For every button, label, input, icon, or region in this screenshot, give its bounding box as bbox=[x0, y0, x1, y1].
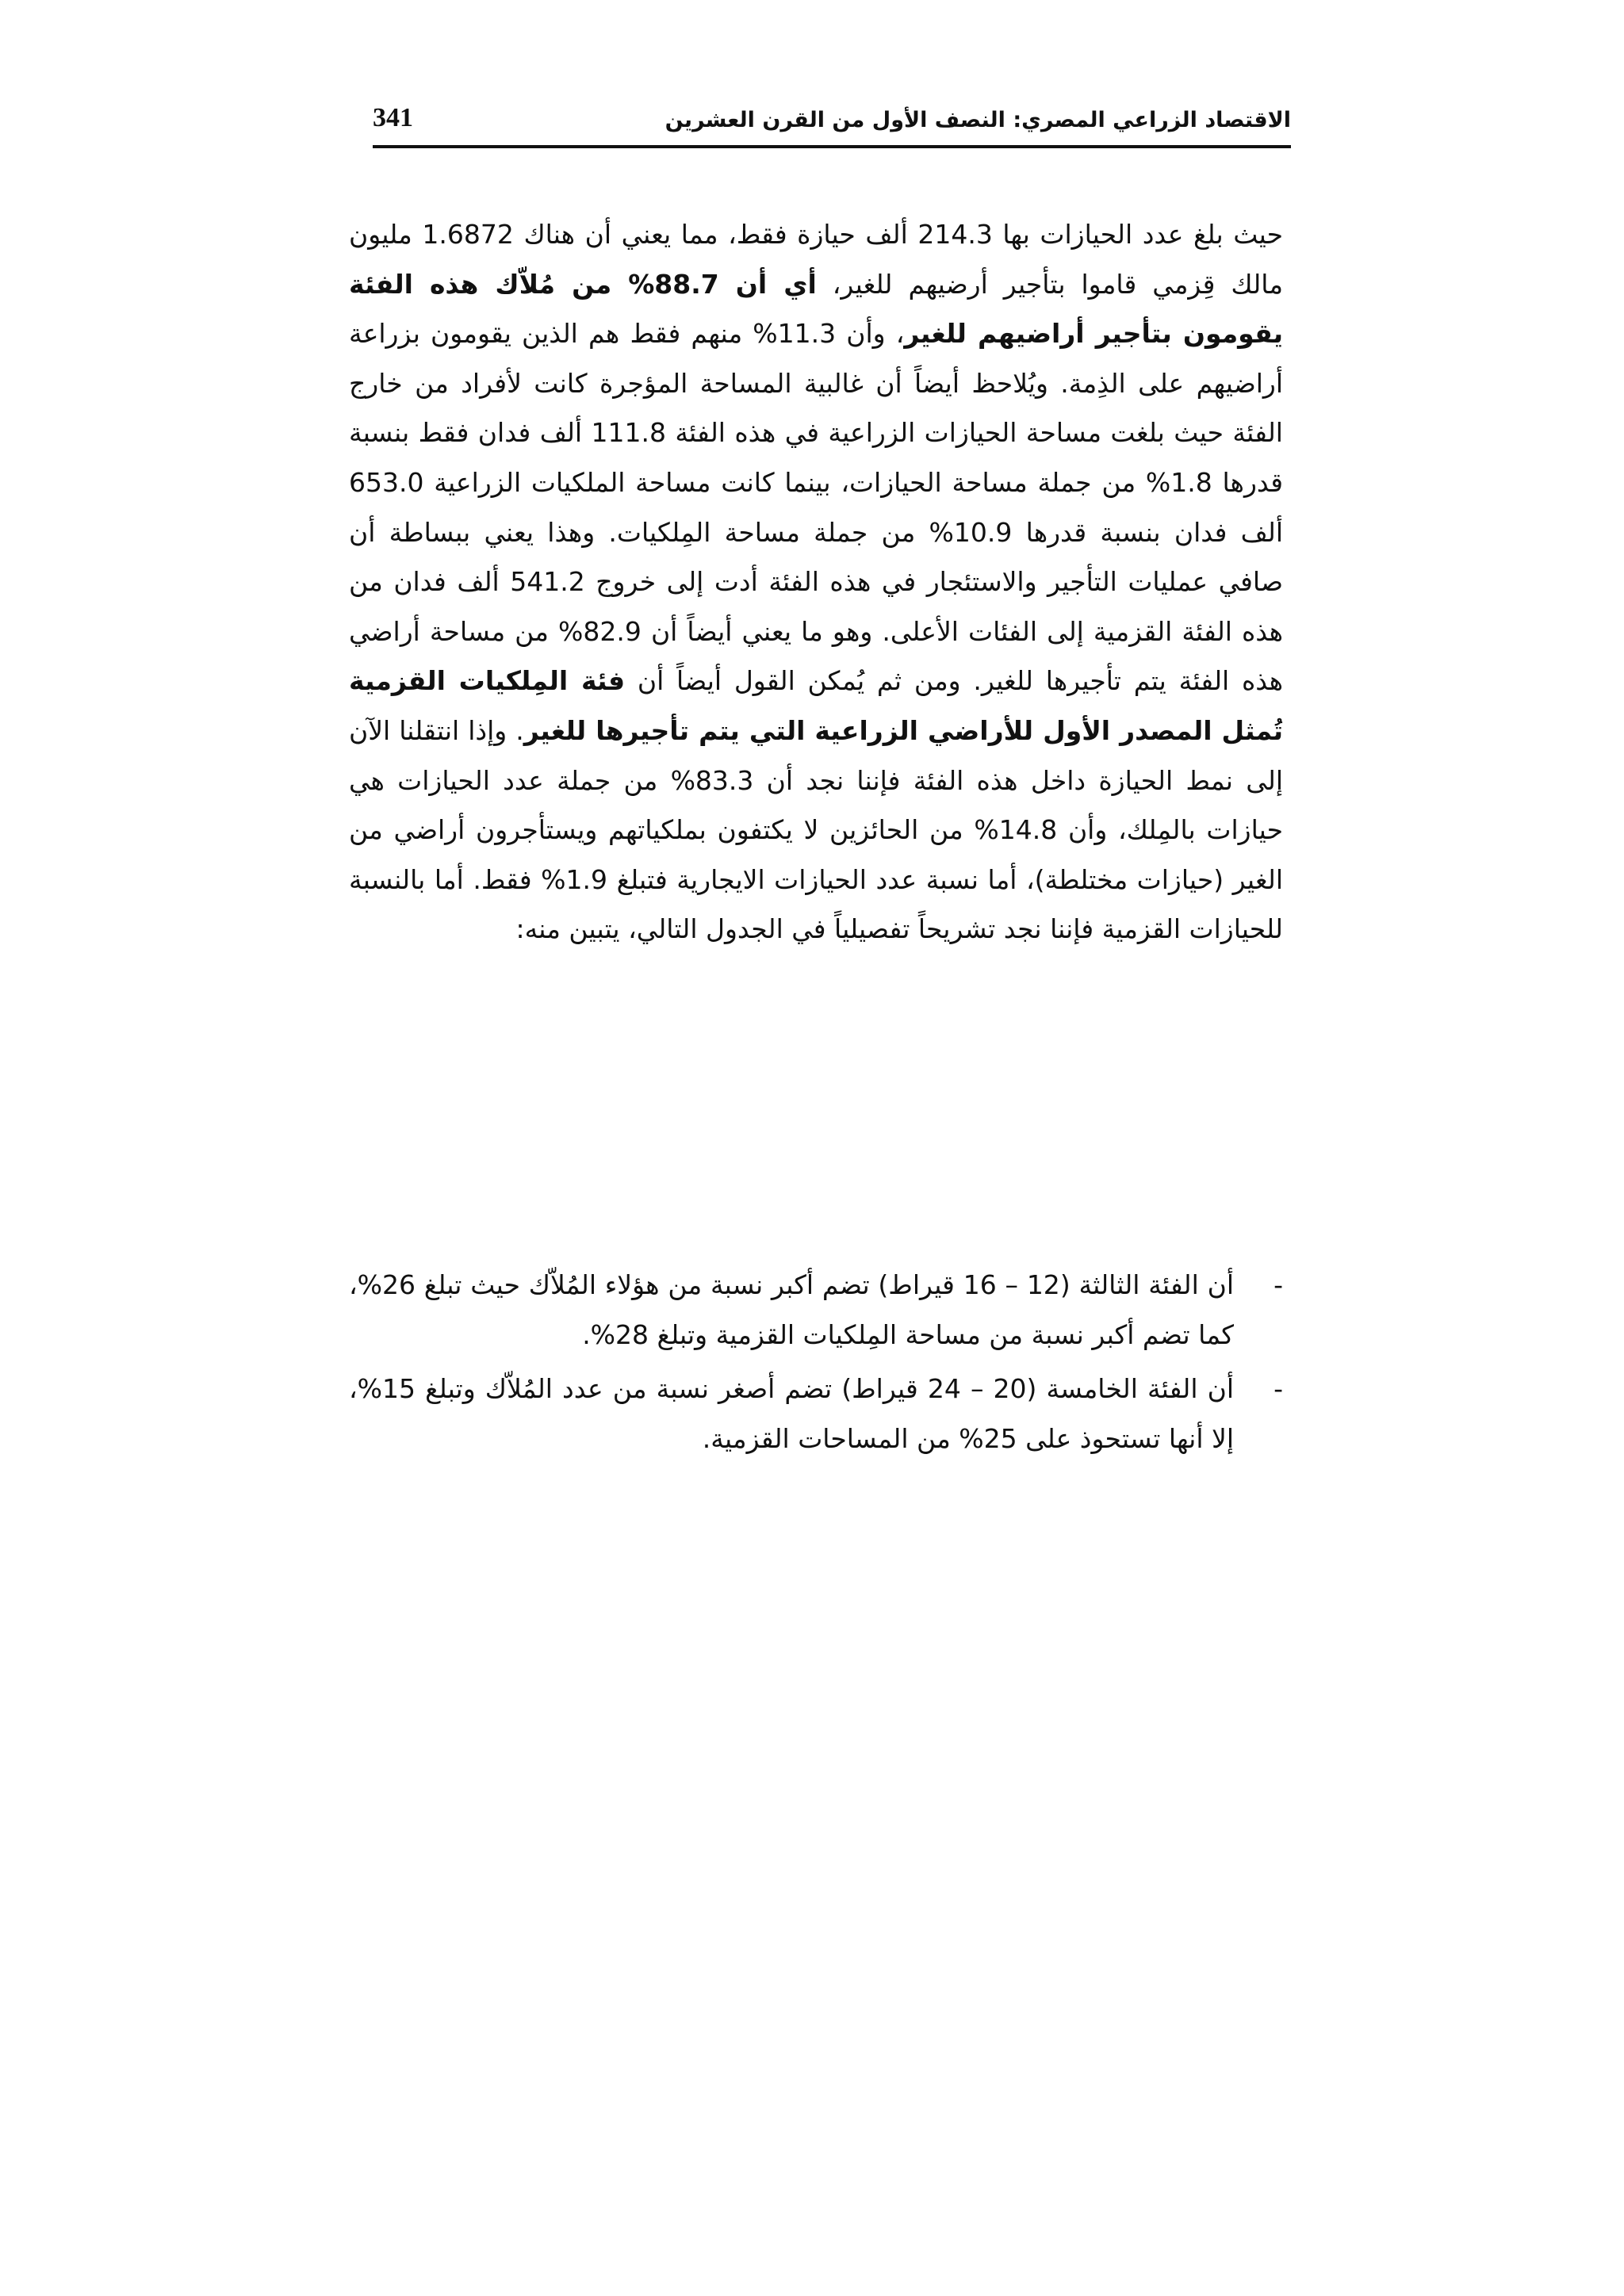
header-rule bbox=[373, 145, 1291, 148]
paragraph-segment-1: حيث بلغ عدد الحيازات بها 214.3 ألف حيازة فقط، مما يعني أن هناك 1.6872 مليون مالك قِزمي قاموا بتأجير أرضيهم للغير، bbox=[349, 219, 1283, 300]
main-paragraph bbox=[349, 210, 1283, 955]
page-number: 341 bbox=[373, 103, 413, 132]
running-header bbox=[373, 94, 1291, 149]
bullet-list bbox=[349, 1261, 1283, 1468]
paragraph-bold-1: أي أن 88.7% من مُلاّك هذه الفئة يقومون بتأجير أراضيهم للغير bbox=[349, 268, 1283, 350]
bullet-dash: - bbox=[1274, 1269, 1283, 1300]
list-item bbox=[349, 1261, 1283, 1360]
bullet-dash: - bbox=[1274, 1373, 1283, 1405]
list-item bbox=[349, 1364, 1283, 1464]
bullet-text: أن الفئة الثالثة (12 – 16 قيراط) تضم أكبر نسبة من هؤلاء المُلاّك حيث تبلغ 26%، كما تضم أكبر نسبة من مساحة المِلكيات القزمية وتبلغ 28%. bbox=[349, 1269, 1234, 1350]
paragraph-segment-3: ، وأن 11.3% منهم فقط هم الذين يقومون بزراعة أراضيهم على الذِمة. ويُلاحظ أيضاً أن غالبية المساحة المؤجرة كانت لأفراد من خارج الفئة حيث بلغت مساحة الحيازات الزراعية في هذه الفئة 111.8 ألف فدان فقط بنسبة قدرها 1.8% من جملة مساحة الحيازات، بينما كانت مساحة الملكيات الزراعية 653.0 ألف فدان بنسبة قدرها 10.9% من جملة مساحة المِلكيات. وهذا يعني ببساطة أن صافي عمليات التأجير والاستئجار في هذه الفئة أدت إلى خروج 541.2 ألف فدان من هذه الفئة القزمية إلى الفئات الأعلى. وهو ما يعني أيضاً أن 82.9% من مساحة أراضي هذه الفئة يتم تأجيرها للغير. ومن ثم يُمكن القول أيضاً أن bbox=[349, 318, 1284, 697]
paragraph-text bbox=[349, 210, 1283, 955]
bullet-text: أن الفئة الخامسة (20 – 24 قيراط) تضم أصغر نسبة من عدد المُلاّك وتبلغ 15%، إلا أنها تستحوذ على 25% من المساحات القزمية. bbox=[349, 1373, 1235, 1454]
paragraph-segment-5: . وإذا انتقلنا الآن إلى نمط الحيازة داخل هذه الفئة فإننا نجد أن 83.3% من جملة عدد الحيازات هي حيازات بالمِلك، وأن 14.8% من الحائزين لا يكتفون بملكياتهم ويستأجرون أراضي من الغير (حيازات مختلطة)، أما نسبة عدد الحيازات الايجارية فتبلغ 1.9% فقط. أما بالنسبة للحيازات القزمية فإننا نجد تشريحاً تفصيلياً في الجدول التالي، يتبين منه: bbox=[349, 714, 1283, 945]
paragraph-bold-2: فئة المِلكيات القزمية تُمثل المصدر الأول للأراضي الزراعية التي يتم تأجيرها للغير bbox=[349, 665, 1283, 746]
header-title: الاقتصاد الزراعي المصري: النصف الأول من القرن العشرين bbox=[665, 108, 1291, 132]
